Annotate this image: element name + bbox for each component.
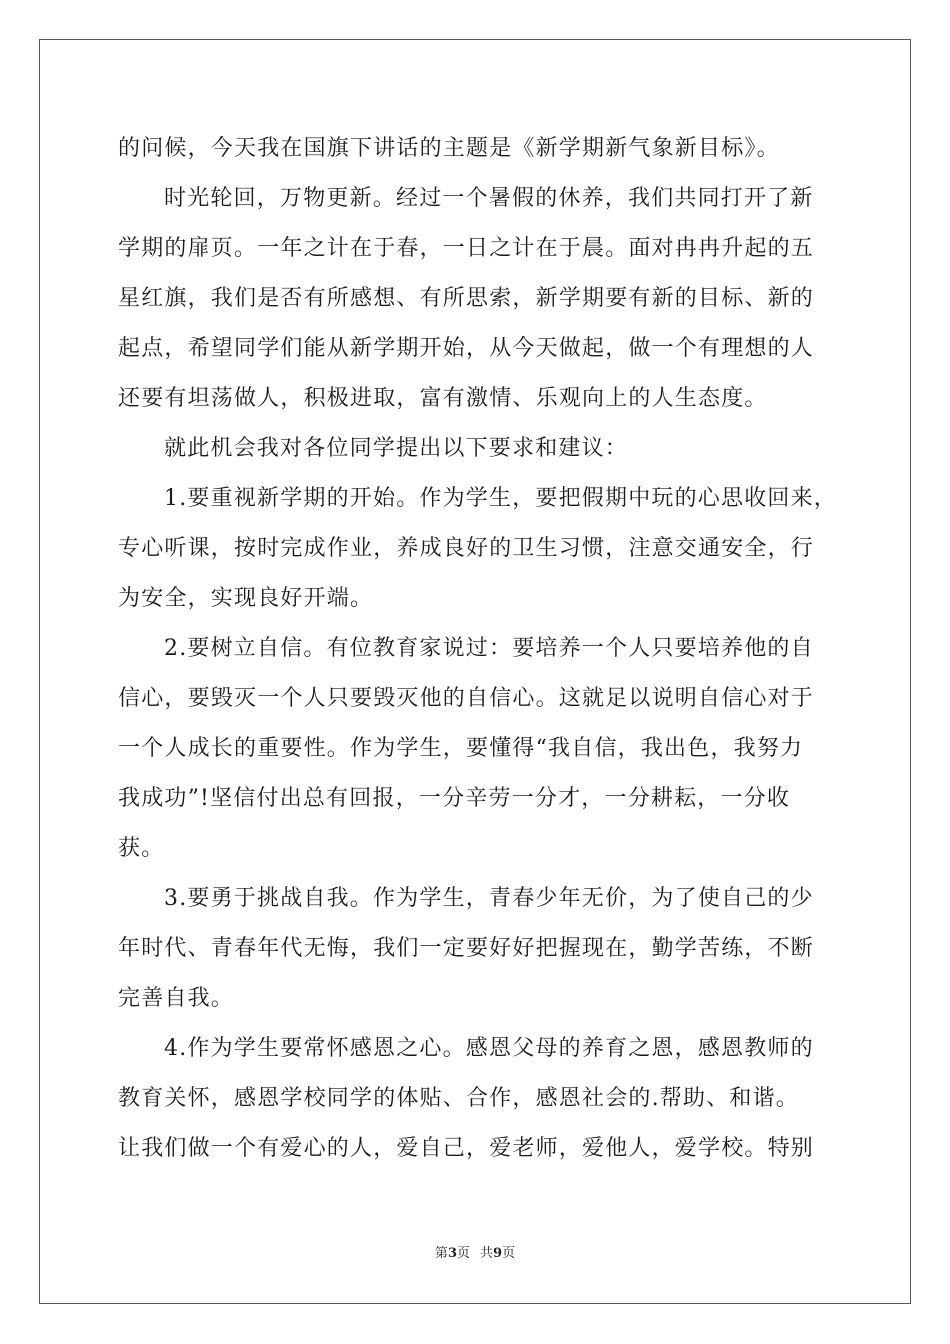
text-line: 1.要重视新学期的开始。作为学生，要把假期中玩的心思收回来， <box>164 486 837 511</box>
text-line: 起点，希望同学们能从新学期开始，从今天做起，做一个有理想的人 <box>118 336 815 361</box>
text-line: 星红旗，我们是否有所感想、有所思索，新学期要有新的目标、新的 <box>118 286 815 311</box>
text-line: 获。 <box>118 836 165 861</box>
page-prefix: 第 <box>434 1246 448 1261</box>
page-suffix: 页 <box>456 1246 470 1261</box>
text-line: 的问候，今天我在国旗下讲话的主题是《新学期新气象新目标》。 <box>118 136 780 161</box>
text-line: 还要有坦荡做人，积极进取，富有激情、乐观向上的人生态度。 <box>118 386 768 411</box>
text-line: 一个人成长的重要性。作为学生，要懂得“我自信，我出色，我努力 <box>118 736 804 761</box>
text-line: 就此机会我对各位同学提出以下要求和建议： <box>164 436 629 461</box>
text-line: 2.要树立自信。有位教育家说过：要培养一个人只要培养他的自 <box>164 636 814 661</box>
text-line: 信心，要毁灭一个人只要毁灭他的自信心。这就足以说明自信心对于 <box>118 686 815 711</box>
text-line: 教育关怀，感恩学校同学的体贴、合作，感恩社会的.帮助、和谐。 <box>118 1086 799 1111</box>
text-line: 4.作为学生要常怀感恩之心。感恩父母的养育之恩，感恩教师的 <box>164 1036 814 1061</box>
text-line: 专心听课，按时完成作业，养成良好的卫生习惯，注意交通安全，行 <box>118 536 815 561</box>
text-line: 为安全，实现良好开端。 <box>118 586 374 611</box>
text-line: 让我们做一个有爱心的人，爱自己，爱老师，爱他人，爱学校。特别 <box>118 1136 815 1161</box>
total-page-number: 9 <box>493 1246 503 1261</box>
current-page-number: 3 <box>447 1246 457 1261</box>
total-prefix: 共 <box>480 1246 494 1261</box>
total-suffix: 页 <box>502 1246 516 1261</box>
page-footer <box>0 1244 950 1264</box>
text-line: 完善自我。 <box>118 986 235 1011</box>
text-line: 学期的扉页。一年之计在于春，一日之计在于晨。面对冉冉升起的五 <box>118 236 815 261</box>
text-line: 年时代、青春年代无悔，我们一定要好好把握现在，勤学苦练，不断 <box>118 936 815 961</box>
text-line: 我成功”!坚信付出总有回报，一分辛劳一分才，一分耕耘，一分收 <box>118 786 791 811</box>
text-line: 时光轮回，万物更新。经过一个暑假的休养，我们共同打开了新 <box>164 186 814 211</box>
text-line: 3.要勇于挑战自我。作为学生，青春少年无价，为了使自己的少 <box>164 886 814 911</box>
